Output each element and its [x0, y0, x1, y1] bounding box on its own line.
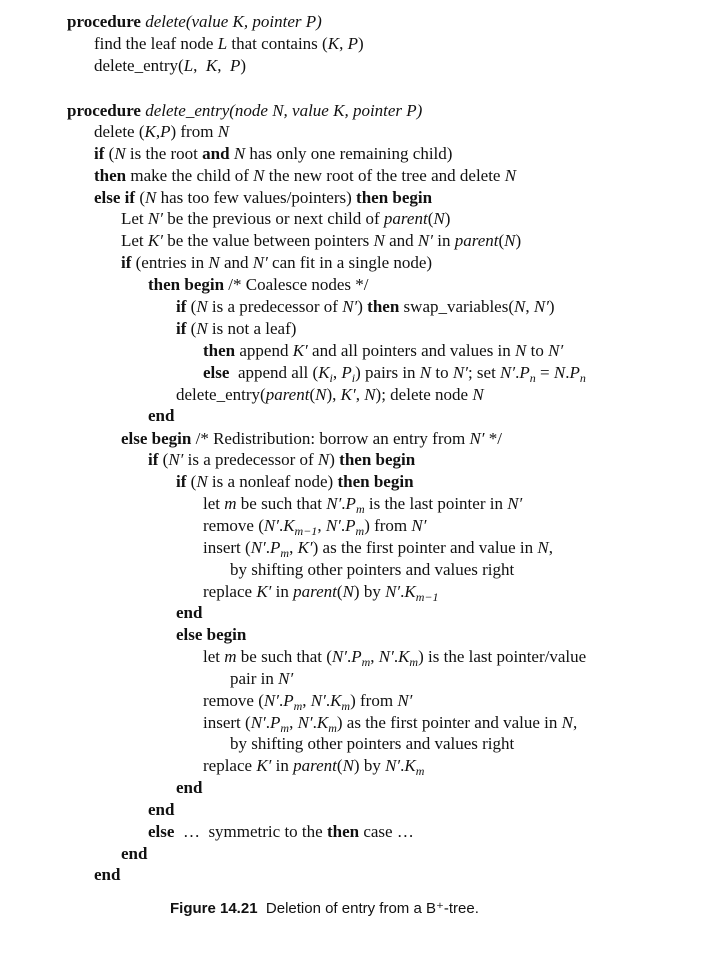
code-text: swap_variables( — [399, 297, 515, 316]
code-text: ) — [357, 297, 368, 316]
code-text: K — [318, 363, 330, 382]
code-text: remove ( — [203, 516, 264, 535]
code-text: ) by — [353, 582, 386, 601]
code-line — [121, 843, 147, 864]
code-text: N — [472, 385, 484, 404]
code-text: K′ — [256, 582, 272, 601]
code-text: , — [193, 56, 206, 75]
code-text: is a predecessor of — [207, 297, 343, 316]
code-line — [94, 187, 432, 208]
code-text: , — [289, 713, 298, 732]
code-text: P — [347, 34, 358, 53]
code-text: /* Redistribution: borrow an entry from — [191, 429, 470, 448]
code-text: L — [217, 34, 228, 53]
code-text: parent — [293, 756, 337, 775]
subscript: n — [529, 371, 536, 385]
code-text: . — [265, 713, 270, 732]
code-text: and — [219, 253, 253, 272]
code-line — [230, 668, 293, 689]
code-line — [67, 11, 322, 32]
code-text: to — [431, 363, 453, 382]
code-text: ) from — [364, 516, 412, 535]
code-line — [121, 428, 502, 449]
subscript: m — [409, 655, 419, 669]
code-text: N′ — [397, 691, 413, 710]
code-text: K — [404, 756, 416, 775]
code-text: and all pointers and values in — [307, 341, 516, 360]
code-text: delete(value K, pointer P) — [145, 12, 322, 31]
code-line — [203, 340, 563, 361]
code-text: P — [519, 363, 530, 382]
code-text: N′ — [469, 429, 485, 448]
code-text: delete_entry( — [176, 385, 266, 404]
code-text: , — [355, 385, 365, 404]
code-text: N′ — [263, 516, 279, 535]
code-text: has too few values/pointers) — [156, 188, 357, 207]
code-line — [121, 252, 432, 273]
code-text: N — [504, 166, 517, 185]
code-text: m — [224, 494, 237, 513]
code-text: let — [203, 647, 225, 666]
code-line — [94, 143, 452, 164]
code-text: let — [203, 494, 225, 513]
code-line — [148, 449, 415, 470]
code-line — [176, 471, 414, 492]
keyword: then — [94, 166, 127, 185]
code-text: ( — [336, 582, 343, 601]
code-text: , — [317, 516, 326, 535]
code-line — [94, 165, 516, 186]
code-text: . — [346, 647, 352, 666]
code-text: N — [145, 188, 157, 207]
subscript: m — [328, 721, 337, 735]
code-text: N′ — [385, 582, 401, 601]
code-text: N′ — [147, 209, 163, 228]
code-line — [121, 208, 450, 229]
code-text: (entries in — [131, 253, 209, 272]
code-line — [176, 602, 202, 623]
code-text: ) — [357, 34, 364, 53]
code-text: */ — [484, 429, 502, 448]
subscript: i — [351, 371, 356, 385]
code-text: . — [393, 647, 399, 666]
code-text: . — [515, 363, 520, 382]
code-text: in — [432, 231, 455, 250]
code-text: parent — [454, 231, 499, 250]
keyword: then begin — [148, 275, 225, 294]
code-text: be the value between pointers — [162, 231, 374, 250]
code-line — [230, 733, 514, 754]
code-text: N — [364, 385, 376, 404]
keyword: then — [203, 341, 236, 360]
code-text: L — [183, 56, 194, 75]
subscript: n — [579, 371, 586, 385]
code-text: to — [526, 341, 549, 360]
keyword: if — [94, 144, 105, 163]
code-text: be the previous or next child of — [162, 209, 384, 228]
keyword: if — [148, 450, 159, 469]
code-text: append — [235, 341, 293, 360]
code-text: parent — [265, 385, 310, 404]
code-line — [176, 384, 484, 405]
code-text: is the root — [125, 144, 203, 163]
code-text: N′ — [250, 713, 266, 732]
keyword: else — [203, 363, 230, 382]
subscript: m — [280, 546, 290, 560]
code-text: is a nonleaf node) — [207, 472, 338, 491]
code-line — [176, 296, 555, 317]
code-line — [94, 55, 246, 76]
code-text: has only one remaining child) — [245, 144, 453, 163]
code-text: K′ — [340, 385, 356, 404]
code-text: , — [548, 538, 553, 557]
code-text: , — [525, 297, 534, 316]
code-text: in — [271, 756, 294, 775]
code-text: P — [569, 363, 580, 382]
subscript: m — [341, 699, 351, 713]
code-text: parent — [383, 209, 428, 228]
keyword: end — [176, 778, 203, 797]
code-text: ( — [498, 231, 505, 250]
code-line — [203, 581, 439, 608]
code-text: N — [433, 209, 445, 228]
code-text: N — [514, 297, 526, 316]
code-line — [94, 33, 364, 54]
code-line — [94, 121, 229, 142]
code-text: K — [144, 122, 156, 141]
code-text: N — [419, 363, 432, 382]
code-line — [176, 777, 202, 798]
figure-caption-text: Deletion of entry from a B⁺-tree. — [265, 900, 479, 917]
code-text: N — [515, 341, 527, 360]
code-text: is a predecessor of — [183, 450, 318, 469]
code-text: , — [572, 713, 578, 732]
code-text: . — [340, 516, 346, 535]
code-text: insert ( — [203, 538, 251, 557]
keyword: then begin — [339, 450, 416, 469]
code-line — [148, 405, 174, 426]
keyword: else begin — [121, 429, 192, 448]
code-line — [67, 100, 422, 121]
subscript: i — [329, 371, 333, 385]
code-text: ( — [336, 756, 343, 775]
code-text: N′ — [278, 669, 294, 688]
code-text: , — [370, 647, 379, 666]
code-text: ( — [186, 297, 197, 316]
code-text: P — [345, 516, 356, 535]
code-text: N — [561, 713, 573, 732]
code-text: ) is the last pointer/value — [418, 647, 587, 666]
code-text: N — [196, 472, 208, 491]
code-text: replace — [203, 582, 257, 601]
code-text: ; set — [467, 363, 501, 382]
code-text: . — [278, 691, 284, 710]
code-text: N′ — [417, 231, 433, 250]
code-text: P — [270, 538, 281, 557]
code-text: can fit in a single node) — [267, 253, 433, 272]
code-text: ( — [104, 144, 115, 163]
code-text: N′ — [168, 450, 184, 469]
keyword: end — [121, 844, 148, 863]
code-text: ) from — [350, 691, 398, 710]
keyword: end — [94, 865, 121, 884]
code-text: . — [312, 713, 317, 732]
code-text: N′ — [507, 494, 523, 513]
code-text: ) as the first pointer and value in — [312, 538, 538, 557]
keyword: else — [148, 822, 175, 841]
keyword: and — [202, 144, 230, 163]
code-text: N — [504, 231, 516, 250]
code-text: N′ — [250, 538, 266, 557]
code-text: ( — [186, 319, 197, 338]
code-text: delete ( — [94, 122, 145, 141]
code-text: ) — [329, 450, 340, 469]
code-text: be such that — [236, 494, 327, 513]
code-text: ) as the first pointer and value in — [336, 713, 562, 732]
code-text: N′ — [331, 647, 347, 666]
code-text: N — [342, 582, 354, 601]
subscript: m−1 — [415, 590, 439, 604]
code-line — [203, 755, 424, 782]
keyword: procedure — [67, 12, 141, 31]
code-line — [121, 230, 521, 251]
code-text: N′ — [548, 341, 564, 360]
keyword: procedure — [67, 101, 141, 120]
code-text: ) — [515, 231, 522, 250]
code-text: ( — [427, 209, 434, 228]
code-text: . — [565, 363, 570, 382]
code-text: N′ — [263, 691, 279, 710]
code-text: N — [217, 122, 230, 141]
code-text: K′ — [147, 231, 163, 250]
code-text: m — [224, 647, 237, 666]
code-text: N — [196, 319, 208, 338]
code-text: K′ — [292, 341, 308, 360]
code-text: , — [339, 34, 348, 53]
code-text: K — [283, 516, 295, 535]
code-text: P — [283, 691, 294, 710]
keyword: else if — [94, 188, 136, 207]
code-text: , — [302, 691, 311, 710]
code-line — [148, 799, 174, 820]
figure-caption — [170, 899, 479, 917]
code-text: P — [230, 56, 241, 75]
code-text: N — [196, 297, 208, 316]
code-line — [230, 559, 514, 580]
code-text: , — [289, 538, 298, 557]
code-text: K′ — [297, 538, 313, 557]
code-text: by shifting other pointers and values right — [230, 734, 515, 753]
code-text: = — [535, 363, 554, 382]
code-text: append all ( — [229, 363, 319, 382]
code-text: P — [160, 122, 171, 141]
code-text: N — [373, 231, 385, 250]
code-text: the new root of the tree and delete — [264, 166, 505, 185]
code-text: insert ( — [203, 713, 251, 732]
code-text: N — [114, 144, 126, 163]
code-text: N′ — [326, 494, 342, 513]
code-text: K′ — [256, 756, 272, 775]
code-text: N — [208, 253, 220, 272]
code-text: pair in — [230, 669, 279, 688]
code-text: ) — [548, 297, 555, 316]
code-text: N — [233, 144, 246, 163]
code-text: K — [316, 713, 329, 732]
code-text: case … — [359, 822, 414, 841]
code-text: K — [404, 582, 416, 601]
keyword: else begin — [176, 625, 247, 644]
code-line — [148, 274, 369, 295]
code-text: ) by — [353, 756, 386, 775]
code-text: ) from — [170, 122, 218, 141]
code-text: . — [341, 494, 346, 513]
code-text: N′ — [342, 297, 358, 316]
keyword: if — [176, 319, 187, 338]
figure-label: Figure 14.21 — [170, 900, 258, 917]
subscript: m — [415, 764, 425, 778]
code-text: K — [327, 34, 340, 53]
keyword: if — [176, 472, 187, 491]
code-text: N — [553, 363, 566, 382]
code-text: ( — [135, 188, 145, 207]
code-text: N — [253, 166, 265, 185]
code-text: P — [270, 713, 281, 732]
code-text: be such that ( — [236, 647, 332, 666]
code-text: that contains ( — [227, 34, 328, 53]
code-text: Let — [121, 209, 148, 228]
subscript: m — [280, 721, 290, 735]
code-line — [148, 821, 414, 842]
code-text: ) pairs in — [355, 363, 420, 382]
subscript: m — [355, 502, 365, 516]
code-text: … symmetric to the — [174, 822, 327, 841]
keyword: end — [148, 800, 175, 819]
code-text: . — [400, 756, 405, 775]
code-text: /* Coalesce nodes */ — [224, 275, 369, 294]
code-text: N′ — [378, 647, 394, 666]
code-text: is not a leaf) — [207, 319, 297, 338]
keyword: then — [326, 822, 360, 841]
code-text: N — [537, 538, 549, 557]
code-line — [94, 864, 120, 885]
code-text: ( — [158, 450, 169, 469]
code-text: N — [317, 450, 330, 469]
code-text: make the child of — [126, 166, 254, 185]
code-text: N′ — [500, 363, 516, 382]
code-text: ) — [444, 209, 451, 228]
code-text: delete_entry(node N, value K, pointer P) — [145, 101, 423, 120]
code-text: P — [345, 494, 356, 513]
subscript: m — [361, 655, 371, 669]
code-text: N — [315, 385, 327, 404]
code-text: . — [325, 691, 331, 710]
code-text: K — [205, 56, 218, 75]
code-text: ) — [240, 56, 247, 75]
code-text: N′ — [411, 516, 427, 535]
code-text: N — [342, 756, 354, 775]
keyword: then begin — [356, 188, 433, 207]
code-text: ( — [309, 385, 316, 404]
keyword: end — [176, 603, 203, 622]
keyword: if — [121, 253, 132, 272]
code-text: by shifting other pointers and values right — [230, 560, 515, 579]
code-text: N′ — [533, 297, 549, 316]
code-text: K — [398, 647, 410, 666]
subscript: m−1 — [294, 524, 318, 538]
code-text: N′ — [252, 253, 268, 272]
code-text: , — [217, 56, 230, 75]
code-text: in — [271, 582, 294, 601]
code-text: . — [265, 538, 270, 557]
code-text: N′ — [325, 516, 341, 535]
code-text: remove ( — [203, 691, 264, 710]
code-text: N′ — [452, 363, 468, 382]
code-text: , — [332, 363, 342, 382]
subscript: m — [293, 699, 303, 713]
code-line — [176, 318, 296, 339]
code-text: find the leaf node — [94, 34, 218, 53]
code-text: ( — [186, 472, 197, 491]
keyword: if — [176, 297, 187, 316]
code-text: K — [330, 691, 342, 710]
code-text: ), — [326, 385, 341, 404]
code-text: . — [278, 516, 284, 535]
code-line — [176, 624, 246, 645]
subscript: m — [355, 524, 365, 538]
keyword: then begin — [337, 472, 414, 491]
code-text: N′ — [310, 691, 326, 710]
code-text: P — [351, 647, 362, 666]
keyword: then — [367, 297, 400, 316]
code-text: is the last pointer in — [364, 494, 508, 513]
code-text: delete_entry( — [94, 56, 184, 75]
code-text: N′ — [385, 756, 401, 775]
keyword: end — [148, 406, 175, 425]
code-text: replace — [203, 756, 257, 775]
code-text: , — [155, 122, 161, 141]
code-text: . — [400, 582, 405, 601]
code-text: ); delete node — [375, 385, 473, 404]
code-text: parent — [293, 582, 337, 601]
code-text: Let — [121, 231, 148, 250]
code-text: and — [384, 231, 418, 250]
code-text: N′ — [297, 713, 313, 732]
code-text: P — [341, 363, 352, 382]
